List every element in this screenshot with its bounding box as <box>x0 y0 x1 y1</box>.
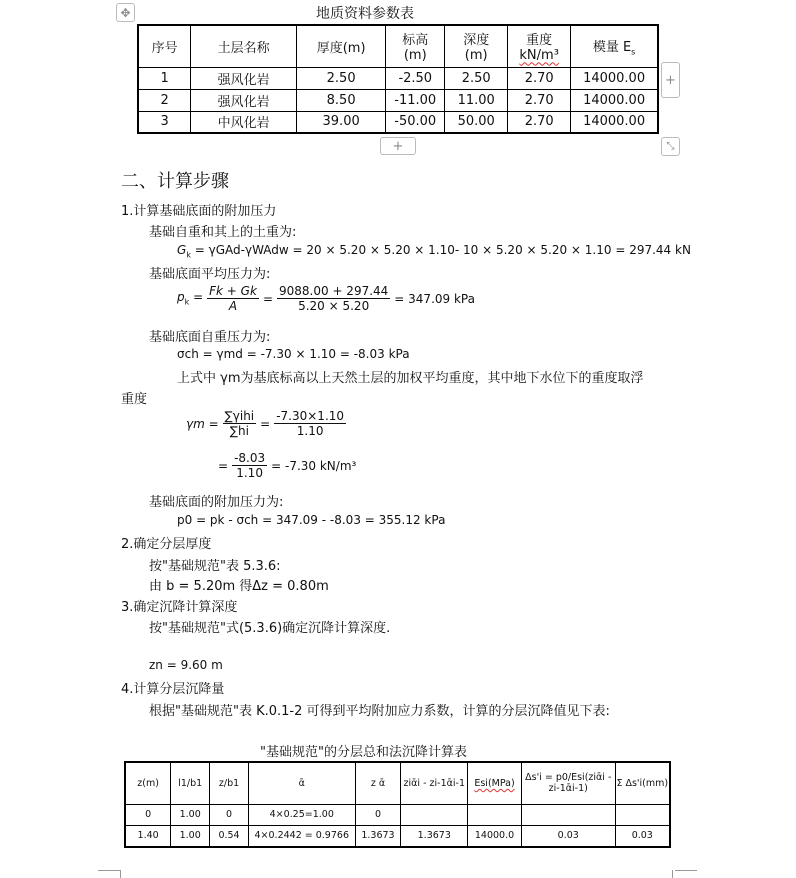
settle-cell: 1.3673 <box>401 825 468 847</box>
geo-header-elevation-label: 标高 <box>402 33 429 49</box>
pk-lhs-symbol: p <box>177 290 185 305</box>
settle-cell: 1.00 <box>171 804 210 825</box>
equals-sign: = <box>218 458 229 473</box>
settle-cell <box>401 804 468 825</box>
settle-cell <box>468 804 522 825</box>
geo-cell: 强风化岩 <box>191 89 297 111</box>
sigma-formula: σch = γmd = -7.30 × 1.10 = -8.03 kPa <box>177 347 410 361</box>
settle-cell <box>615 804 670 825</box>
step4-heading: 4.计算分层沉降量 <box>121 682 225 697</box>
table-row <box>138 111 658 133</box>
geo-cell: 39.00 <box>296 111 385 133</box>
gk-formula <box>177 243 691 259</box>
geo-header-elevation <box>386 25 445 67</box>
geo-cell: 2.70 <box>508 89 571 111</box>
pk-lhs: $p_k$ = <box>177 290 204 307</box>
geo-header-modulus-sub: s <box>631 47 636 57</box>
pk-frac1-num: Fk + Gk <box>209 284 257 298</box>
note-line-2: 重度 <box>121 392 148 407</box>
pk-fraction-2 <box>277 284 390 313</box>
settle-cell: 1.00 <box>171 825 210 847</box>
geo-cell: 11.00 <box>445 89 508 111</box>
gk-symbol-sub: k <box>186 250 191 260</box>
geo-table-caption: 地质资料参数表 <box>316 6 414 22</box>
gamma-formula <box>186 409 346 438</box>
step3-heading: 3.确定沉降计算深度 <box>121 600 238 615</box>
settle-cell: 0.54 <box>210 825 249 847</box>
settle-header: ᾱ <box>248 762 355 804</box>
settle-cell: 4×0.2442 = 0.9766 <box>248 825 355 847</box>
step2-line-1: 按"基础规范"表 5.3.6: <box>149 559 281 574</box>
equals-sign: = <box>260 416 271 431</box>
gamma-formula-2 <box>218 451 356 480</box>
step3-line-1: 按"基础规范"式(5.3.6)确定沉降计算深度. <box>149 621 391 636</box>
settle-header-row <box>125 762 670 804</box>
settle-cell: 0 <box>355 804 401 825</box>
section-title: 二、计算步骤 <box>121 171 229 192</box>
page-corner-mark-left-v <box>120 870 121 878</box>
gamma2-result: = -7.30 kN/m³ <box>271 458 357 473</box>
settle-cell <box>521 804 615 825</box>
gamma-frac1-num: ∑γihi <box>224 409 255 423</box>
settle-header: Δs'i = p0/Esi(ziᾱi - zi-1ᾱi-1) <box>521 762 615 804</box>
settle-cell: 0.03 <box>615 825 670 847</box>
geo-cell: 3 <box>138 111 191 133</box>
self-pressure-label: 基础底面自重压力为: <box>149 330 271 345</box>
settle-cell: 1.3673 <box>355 825 401 847</box>
pk-frac2-den: 5.20 × 5.20 <box>298 299 370 313</box>
settle-header: z/b1 <box>210 762 249 804</box>
settle-cell: 1.40 <box>125 825 171 847</box>
avg-pressure-label: 基础底面平均压力为: <box>149 267 271 282</box>
geo-table <box>137 24 659 134</box>
gamma-frac1-den: ∑hi <box>229 424 249 438</box>
geo-cell: 2.70 <box>508 111 571 133</box>
resize-table-icon[interactable]: ⤡ <box>661 137 680 156</box>
geo-header-weight-unit: kN/m³ <box>519 48 559 64</box>
gamma-fraction-2 <box>274 409 346 438</box>
gamma-fraction-1 <box>223 409 256 438</box>
add-column-button[interactable]: + <box>661 62 680 98</box>
geo-header-modulus <box>571 25 658 67</box>
geo-header-modulus-label: 模量 E <box>592 39 632 55</box>
geo-header-weight-label: 重度 <box>526 33 553 49</box>
settle-cell: 0.03 <box>521 825 615 847</box>
pk-fraction-1 <box>207 284 259 313</box>
settle-table <box>124 761 671 848</box>
table-row <box>138 67 658 89</box>
settle-cell: 4×0.25=1.00 <box>248 804 355 825</box>
step1-heading: 1.计算基础底面的附加压力 <box>121 204 277 219</box>
settle-header: z ᾱ <box>355 762 401 804</box>
note-line-1: 上式中 γm为基底标高以上天然土层的加权平均重度，其中地下水位下的重度取浮 <box>177 371 644 386</box>
self-weight-label: 基础自重和其上的土重为: <box>149 225 297 240</box>
geo-cell: -50.00 <box>386 111 445 133</box>
geo-header-thickness: 厚度(m) <box>296 25 385 67</box>
zn-value: zn = 9.60 m <box>149 658 223 672</box>
geo-cell: 2.70 <box>508 67 571 89</box>
pk-formula <box>177 284 475 313</box>
page-corner-mark-right-v <box>672 870 673 878</box>
gk-rest: = γGAd-γWAdw = 20 × 5.20 × 5.20 × 1.10- 10 × 5.20 × 5.20 × 1.10 = 297.44 kN <box>190 243 691 257</box>
step2-line-2: 由 b = 5.20m 得Δz = 0.80m <box>149 579 329 594</box>
settle-header: Esi(MPa) <box>468 762 522 804</box>
geo-cell: 2 <box>138 89 191 111</box>
pk-result: = 347.09 kPa <box>394 291 475 306</box>
geo-cell: 14000.00 <box>571 111 658 133</box>
settle-header: Σ Δs'i(mm) <box>615 762 670 804</box>
geo-cell: 2.50 <box>445 67 508 89</box>
gamma-frac2-num: -7.30×1.10 <box>276 409 345 423</box>
geo-header-row <box>138 25 658 67</box>
settle-cell: 0 <box>210 804 249 825</box>
add-row-button[interactable]: + <box>380 137 416 155</box>
geo-header-index: 序号 <box>138 25 191 67</box>
gamma2-num: -8.03 <box>234 451 266 465</box>
table-row <box>125 804 670 825</box>
gamma-lhs: γm = <box>186 416 219 431</box>
geo-cell: 50.00 <box>445 111 508 133</box>
step2-heading: 2.确定分层厚度 <box>121 537 212 552</box>
table-row <box>125 825 670 847</box>
geo-cell: 1 <box>138 67 191 89</box>
settle-cell: 0 <box>125 804 171 825</box>
geo-header-elevation-unit: (m) <box>403 48 427 64</box>
geo-cell: 14000.00 <box>571 89 658 111</box>
geo-cell: 14000.00 <box>571 67 658 89</box>
gamma2-den: 1.10 <box>236 466 263 480</box>
geo-header-depth <box>445 25 508 67</box>
gk-symbol: G <box>177 243 187 257</box>
geo-header-depth-label: 深度 <box>463 33 490 49</box>
geo-cell: 中风化岩 <box>191 111 297 133</box>
page-corner-mark-left <box>98 870 120 871</box>
table-row <box>138 89 658 111</box>
p0-formula: p0 = pk - σch = 347.09 - -8.03 = 355.12 kPa <box>177 513 446 527</box>
pk-frac2-num: 9088.00 + 297.44 <box>279 284 389 298</box>
settle-header: z(m) <box>125 762 171 804</box>
geo-cell: -11.00 <box>386 89 445 111</box>
settle-cell: 14000.0 <box>468 825 522 847</box>
geo-cell: 2.50 <box>296 67 385 89</box>
gamma2-fraction <box>232 451 267 480</box>
settle-header: l1/b1 <box>171 762 210 804</box>
pk-lhs-sub: k <box>184 297 190 307</box>
pk-frac1-den: A <box>228 299 238 313</box>
geo-cell: 强风化岩 <box>191 67 297 89</box>
page-corner-mark-right <box>675 870 697 871</box>
geo-header-name: 土层名称 <box>191 25 297 67</box>
table-move-handle[interactable]: ✥ <box>116 3 135 22</box>
settle-header: ziᾱi - zi-1ᾱi-1 <box>401 762 468 804</box>
equals-sign: = <box>262 291 273 306</box>
settle-table-caption: "基础规范"的分层总和法沉降计算表 <box>260 745 467 760</box>
geo-cell: -2.50 <box>386 67 445 89</box>
geo-header-weight <box>508 25 571 67</box>
gamma-frac2-den: 1.10 <box>296 424 324 438</box>
geo-header-depth-unit: (m) <box>464 48 488 64</box>
step4-line-1: 根据"基础规范"表 K.0.1-2 可得到平均附加应力系数，计算的分层沉降值见下表: <box>149 704 610 719</box>
additional-label: 基础底面的附加压力为: <box>149 495 284 510</box>
geo-cell: 8.50 <box>296 89 385 111</box>
